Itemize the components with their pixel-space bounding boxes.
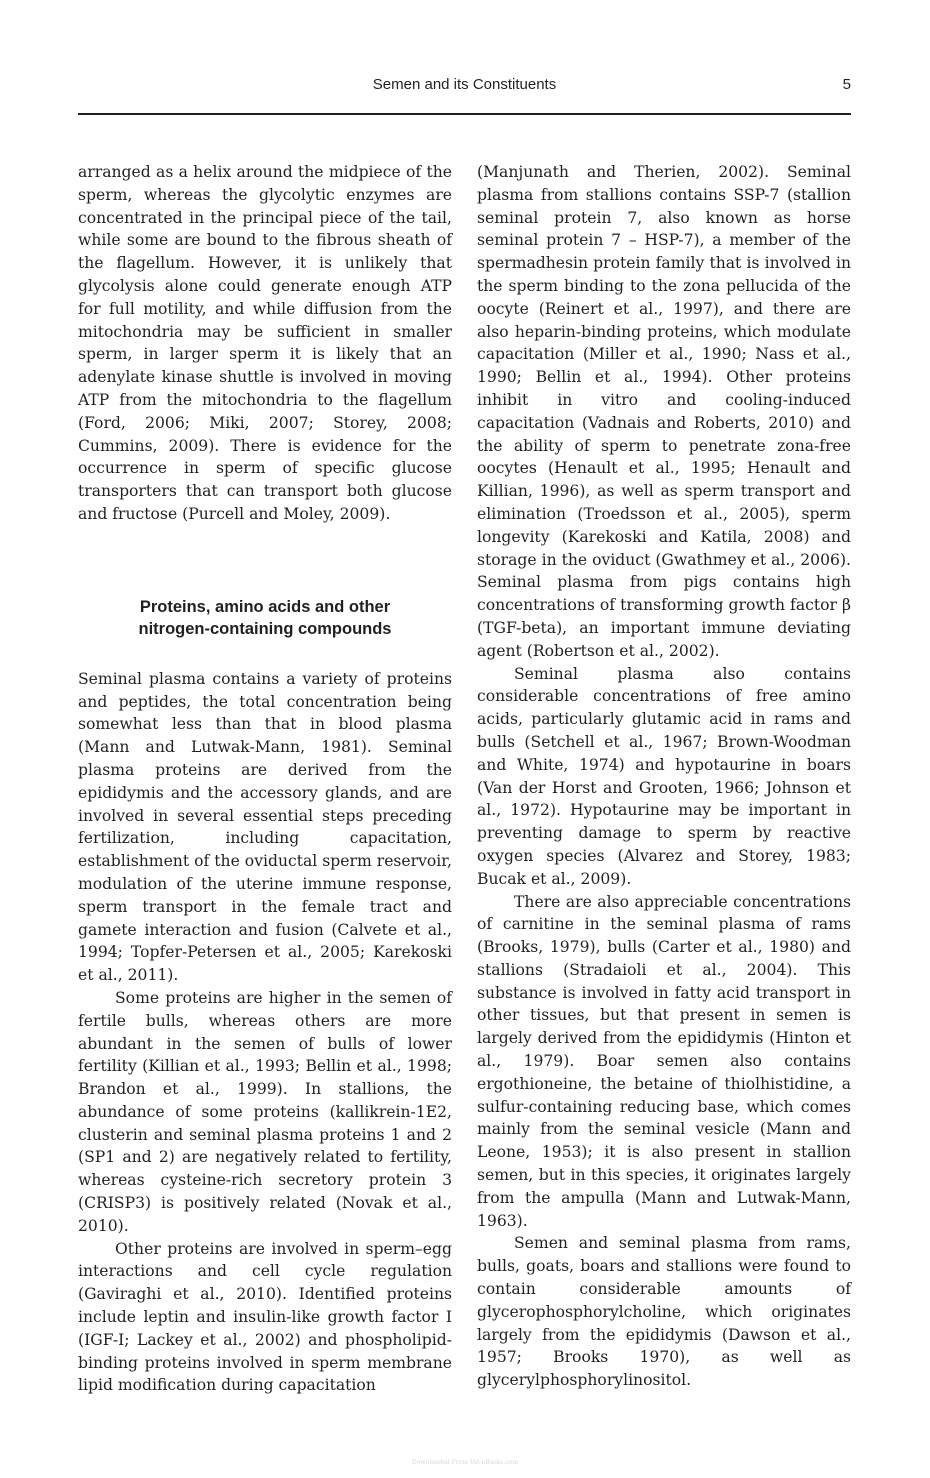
paragraph: Seminal plasma also contains considerable concentrations of free amino acids, particularly glutamic acid in rams and bulls (Setchell et al., 1967; Brown-Woodman and White, 1974) and hypotaurine in boars (Van der Horst and Grooten, 1966; Johnson et al., 1972). Hypotaurine may be important in preventing damage to sperm by reactive oxygen species (Alvarez and Storey, 1983; Bucak et al., 2009). [477, 664, 851, 888]
paragraph: Other proteins are involved in sperm–egg interactions and cell cycle regulation (Gaviraghi et al., 2010). Identified proteins include leptin and insulin-like growth factor I (IGF-I; Lackey et al., 2002) and phospholipid-binding proteins involved in sperm membrane lipid modification during capacitation [78, 1239, 452, 1395]
paragraph: There are also appreciable concentrations of carnitine in the seminal plasma of rams (Brooks, 1979), bulls (Carter et al., 1980) and stallions (Stradaioli et al., 2004). This substance is involved in fatty acid transport in other tissues, but that present in semen is largely derived from the epididymis (Hinton et al., 1979). Boar semen also contains ergothioneine, the betaine of thiolhistidine, a sulfur-containing reducing base, which comes mainly from the seminal vesicle (Mann and Leone, 1953); it is also present in stallion semen, but in this species, it originates largely from the ampulla (Mann and Lutwak-Mann, 1963). [477, 892, 851, 1230]
running-title: Semen and its Constituents [372, 76, 557, 93]
page-number: 5 [842, 76, 851, 93]
paragraph: (Manjunath and Therien, 2002). Seminal plasma from stallions contains SSP-7 (stallion seminal protein 7, also known as horse seminal protein 7 – HSP-7), a member of the spermadhesin protein family that is involved in the sperm binding to the zona pellucida of the oocyte (Reinert et al., 1997), and there are also heparin-binding proteins, which modulate capacitation (Miller et al., 1990; Nass et al., 1990; Bellin et al., 1994). Other proteins inhibit in vitro and cooling-induced capacitation (Vadnais and Roberts, 2010) and the ability of sperm to penetrate zona-free oocytes (Henault et al., 1995; Henault and Killian, 1996), as well as sperm transport and elimination (Troedsson et al., 2005), sperm longevity (Karekoski and Katila, 2008) and storage in the oviduct (Gwathmey et al., 2006). Seminal plasma from pigs contains high concentrations of transforming growth factor β (TGF-beta), an important immune deviating agent (Robertson et al., 2002). [477, 163, 851, 660]
right-column [477, 161, 851, 1392]
download-watermark: Downloaded From Vet-eBooks.com [411, 1459, 519, 1466]
paragraph: Some proteins are higher in the semen of fertile bulls, whereas others are more abundant in the semen of bulls of lower fertility (Killian et al., 1993; Bellin et al., 1998; Brandon et al., 1999). In stallions, the abundance of some proteins (kallikrein-1E2, clusterin and seminal plasma proteins 1 and 2 (SP1 and 2) are negatively related to fertility, whereas cysteine-rich secretory protein 3 (CRISP3) is positively related (Novak et al., 2010). [78, 988, 452, 1235]
section-heading-line: nitrogen-containing compounds [138, 619, 392, 638]
header-rule [78, 113, 851, 115]
paragraph: arranged as a helix around the midpiece of the sperm, whereas the glycolytic enzymes are concentrated in the principal piece of the tail, while some are bound to the fibrous sheath of the flagellum. However, it is unlikely that glycolysis alone could generate enough ATP for full motility, and while diffusion from the mitochondria may be sufficient in smaller sperm, in larger sperm it is likely that an adenylate kinase shuttle is involved in moving ATP from the mitochondria to the flagellum (Ford, 2006; Miki, 2007; Storey, 2008; Cummins, 2009). There is evidence for the occurrence in sperm of specific glucose transporters that can transport both glucose and fructose (Purcell and Moley, 2009). [78, 163, 452, 523]
section-heading-line: Proteins, amino acids and other [139, 597, 391, 616]
left-column [78, 161, 452, 1397]
section-heading [78, 596, 452, 640]
paragraph: Semen and seminal plasma from rams, bulls, goats, boars and stallions were found to contain considerable amounts of glycerophosphorylcholine, which originates largely from the epididymis (Dawson et al., 1957; Brooks 1970), as well as glycerylphosphorylinositol. [477, 1234, 851, 1390]
running-header [78, 74, 851, 98]
paragraph: Seminal plasma contains a variety of proteins and peptides, the total concentration being somewhat less than that in blood plasma (Mann and Lutwak-Mann, 1981). Seminal plasma proteins are derived from the epididymis and the accessory glands, and are involved in several essential steps preceding fertilization, including capacitation, establishment of the oviductal sperm reservoir, modulation of the uterine immune response, sperm transport in the female tract and gamete interaction and fusion (Calvete et al., 1994; Topfer-Petersen et al., 2005; Karekoski et al., 2011). [78, 669, 452, 985]
